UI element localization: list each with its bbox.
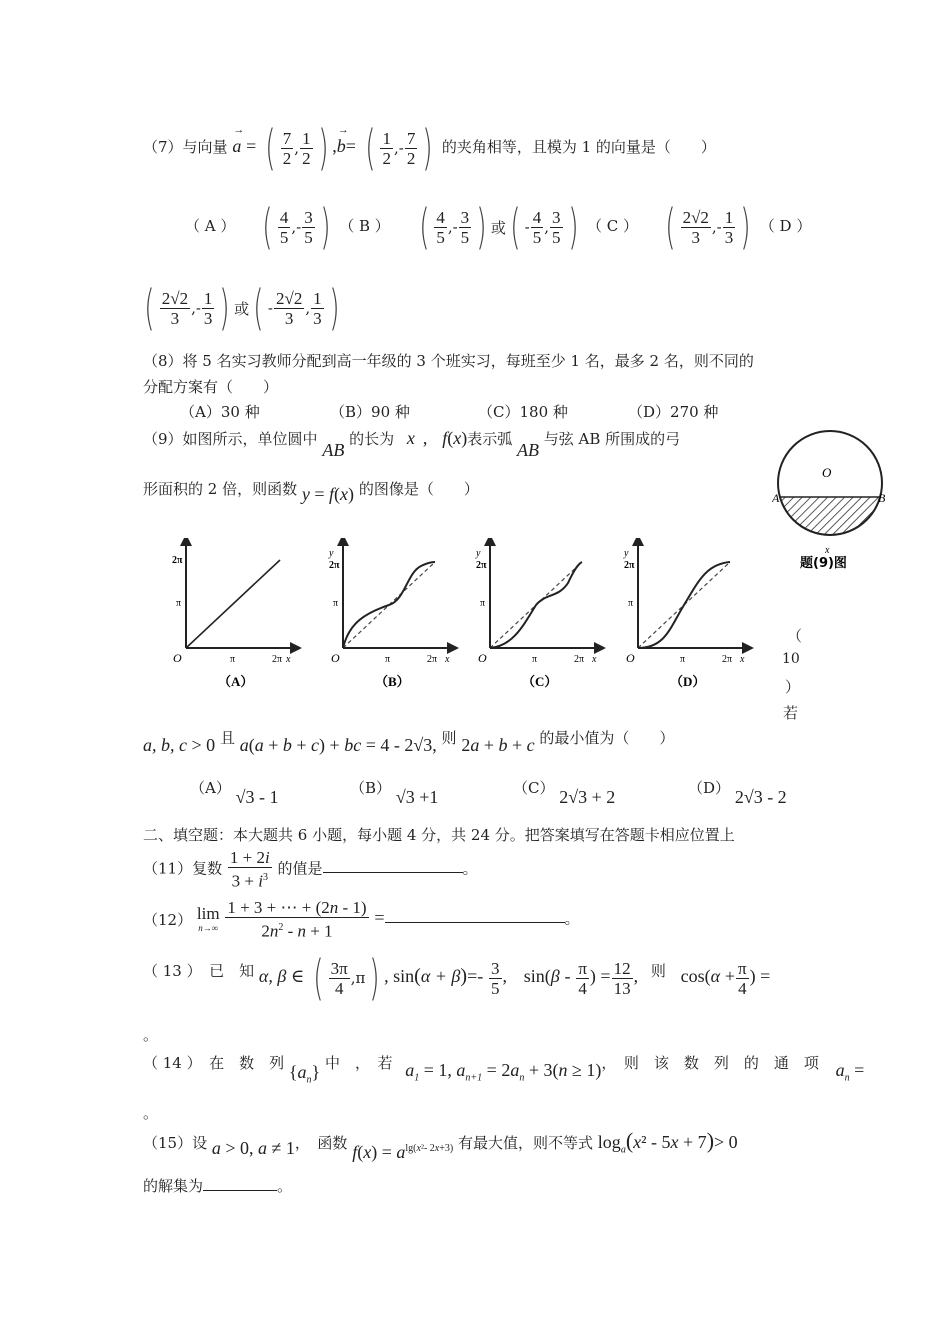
q11-number: （11）复数 [143,859,223,878]
q9-text-3: 表示弧 [467,430,513,448]
q15-line2-text: 的解集为 [143,1177,204,1195]
q10-side-4: 若 [783,704,799,722]
q15-line2: 的解集为 。 [143,1174,292,1196]
q15-tail: 有最大值，则不等式 [458,1134,594,1152]
graph-c [475,540,600,689]
graph-b-axis-y: y [329,548,334,559]
graph-a-xtick-2pi: 2π [272,654,283,665]
q8-line2: 分配方案有（ ） [143,378,279,396]
graph-b-origin: O [331,651,340,665]
q9-text-4: 与弦 AB 所围成的弓 [543,430,681,448]
q9-text-6: 的图像是（ ） [358,480,479,498]
graph-d-xtick-pi: π [680,654,686,665]
q7-line1: （7）与向量 a → = ( $\frac{7}{2}$ , $\frac{1}{2}$ ) ,b → = ( $\frac{1}{2}$ ,- $\frac{7}{2}$ ) 的夹角相等，且模为 1 的向量是（ ） [143,120,716,176]
q10-option-d: （D） 2√3 - 2 [688,779,787,807]
graph-c-axis-y: y [476,548,481,559]
graph-d-label: （D） [670,674,706,689]
graph-d [623,540,748,689]
graph-a-tick-2pi: 2π [172,555,183,566]
q13-number: （ 13 ） 已 知 [143,962,255,980]
graph-d-axis-y: y [624,548,629,559]
q14-end: 。 [143,1104,159,1122]
graph-a-axis-x: x [286,654,291,665]
q12-line: （12） lim n→∞ $\frac{1 + 3 + \cdots + (2n - 1)}{2n^2 - n + 1}$ = 。 [143,898,580,941]
q9-text-2: 的长为 [349,430,395,448]
q8-option-b: （B）90 种 [330,403,410,421]
q7-option-a: ( $\frac{4}{5}$ ,- $\frac{3}{5}$ ) [262,199,331,255]
q14-mid: 中 ， 若 [324,1054,393,1072]
graph-b [328,540,453,689]
graph-c-label: （C） [522,674,558,689]
q8-line1: （8）将 5 名实习教师分配到高一年级的 3 个班实习，每班至少 1 名，最多 2 名，则不同的 [143,352,754,370]
q7-vector-b: b → [336,124,349,156]
q8-option-a: （A）30 种 [180,403,260,421]
q9-graph-options [160,538,790,698]
graph-b-tick-pi: π [333,598,339,609]
q10-option-b: （B） √3 +1 [350,779,439,807]
q7-option-d-label: （ D ） [759,217,812,235]
q10-side-3: ） [785,678,801,696]
label-b: B [878,491,886,505]
q8-option-d: （D）270 种 [628,403,719,421]
q7-option-c: ( $\frac{2√2}{3}$ ,- $\frac{1}{3}$ ) [665,199,751,255]
q15-number: （15）设 [143,1134,208,1152]
graph-a-origin: O [173,651,182,665]
graph-c-tick-2pi: 2π [476,560,487,571]
graph-a-xtick-pi: π [230,654,236,665]
q10-tail: 的最小值为（ ） [539,729,675,747]
graph-b-tick-2pi: 2π [329,560,340,571]
graph-c-axis-x: x [592,654,597,665]
graph-d-tick-2pi: 2π [624,560,635,571]
q15-answer-blank[interactable] [203,1174,277,1191]
q14-tail: ， 则 该 数 列 的 通 项 [601,1054,819,1072]
graph-c-tick-pi: π [480,598,486,609]
figure-caption: 题(9)图 [800,556,847,571]
q7-number: （7）与向量 [143,138,228,156]
section2-heading: 二、填空题：本大题共 6 小题，每小题 4 分，共 24 分。把答案填写在答题卡相应位置上 [143,826,735,844]
q10-side-1: （ [787,627,803,645]
q13-then: 则 [650,962,666,980]
q10-then: 则 [441,729,457,747]
graph-b-xtick-pi: π [385,654,391,665]
graph-d-origin: O [626,651,635,665]
q11-answer-blank[interactable] [323,856,463,873]
segment-area [780,497,880,535]
q10-option-a: （A） √3 - 1 [190,779,279,807]
q11-line: （11）复数 $\frac{1 + 2i}{3 + i^3}$ 的值是 。 [143,848,478,891]
q11-tail: 的值是 [277,859,323,878]
q7-option-b: ( $\frac{4}{5}$ ,- $\frac{3}{5}$ ) 或 ( - $\frac{4}{5}$ , $\frac{3}{5}$ ) [418,199,579,255]
graph-d-axis-x: x [740,654,745,665]
q10-and: 且 [219,729,235,747]
q13-end: 。 [143,1026,159,1044]
q7-option-c-label: （ C ） [587,217,639,235]
graph-b-label: （B） [375,674,410,689]
q14-number: （ 14 ） 在 数 列 [143,1054,285,1072]
q7-question-tail: 的夹角相等，且模为 1 的向量是（ ） [441,138,716,156]
graph-a-tick-pi: π [176,598,182,609]
q10-side-2: 10 [782,651,800,667]
q14-line: （ 14 ） 在 数 列 $\{a_n\}$ 中 ， 若 $a_1 = 1$, $a_{n+1} = 2a_n + 3(n \ge 1)$， 则 该 数 列 的 通 项 $a_n$ = [143,1054,865,1086]
q7-option-b-label: （ B ） [339,217,390,235]
q10-option-c: （C） 2√3 + 2 [513,779,616,807]
graph-c-origin: O [478,651,487,665]
q9-text-1: （9）如图所示，单位圆中 [143,430,318,448]
q7-vector-b-value: ( $\frac{1}{2}$ ,- $\frac{7}{2}$ ) [364,120,433,176]
q9-line1: （9）如图所示，单位圆中 AB 的长为 x , f(x)表示弧 AB 与弦 AB 所围成的弓 [143,428,681,460]
graph-c-xtick-pi: π [532,654,538,665]
graph-d-tick-pi: π [628,598,634,609]
q7-vector-a: a → [232,124,245,156]
q9-text-5: 形面积的 2 倍，则函数 [143,480,298,498]
graph-b-axis-x: x [445,654,450,665]
graph-a-curve [186,560,280,648]
q13-line: （ 13 ） 已 知 α, β ∈ ( $\frac{3\pi}{4}$ ,π ) , sin(α + β)=- $\frac{3}{5}$ , sin(β - $\frac{\pi}{4}$ ) = $\frac{12}{13}$ , 则 cos(α + $\frac{\pi}{4}$ ) = [143,950,771,1006]
q7-option-a-label: （ A ） [185,217,236,235]
graph-d-xtick-2pi: 2π [722,654,733,665]
q9-circle-figure [772,425,902,575]
label-o: O [822,465,832,480]
q9-line2: 形面积的 2 倍，则函数 y = f(x) 的图像是（ ） [143,480,479,504]
q7-vector-a-value: ( $\frac{7}{2}$ , $\frac{1}{2}$ ) [265,120,329,176]
q10-line: a, b, c > 0 且 a(a + b + c) + bc = 4 - 2√3, 则 2a + b + c 的最小值为（ ） [143,729,675,755]
graph-a [172,540,296,689]
q7-options-line [185,199,812,255]
q9-arc-ab-2: AB [517,440,539,460]
q9-arc-ab: AB [322,440,345,460]
graph-a-label: （A） [218,674,254,689]
label-x: x [825,545,830,556]
label-a: A [772,491,780,505]
q8-option-c: （C）180 种 [478,403,568,421]
q7-option-d: ( $\frac{2√2}{3}$ ,- $\frac{1}{3}$ ) 或 ( - $\frac{2√2}{3}$ , $\frac{1}{3}$ ) [144,280,340,336]
q12-number: （12） [143,911,193,930]
graph-b-xtick-2pi: 2π [427,654,438,665]
q15-mid: ， 函数 [294,1134,348,1152]
q12-answer-blank[interactable] [385,906,565,923]
graph-c-xtick-2pi: 2π [574,654,585,665]
q15-line: （15）设 a > 0, a ≠ 1， 函数 $f(x) = a^{lg(x^2- 2x+3)}$ 有最大值，则不等式 $\log_a(x^2 - 5x + 7)> 0$ [143,1128,738,1162]
